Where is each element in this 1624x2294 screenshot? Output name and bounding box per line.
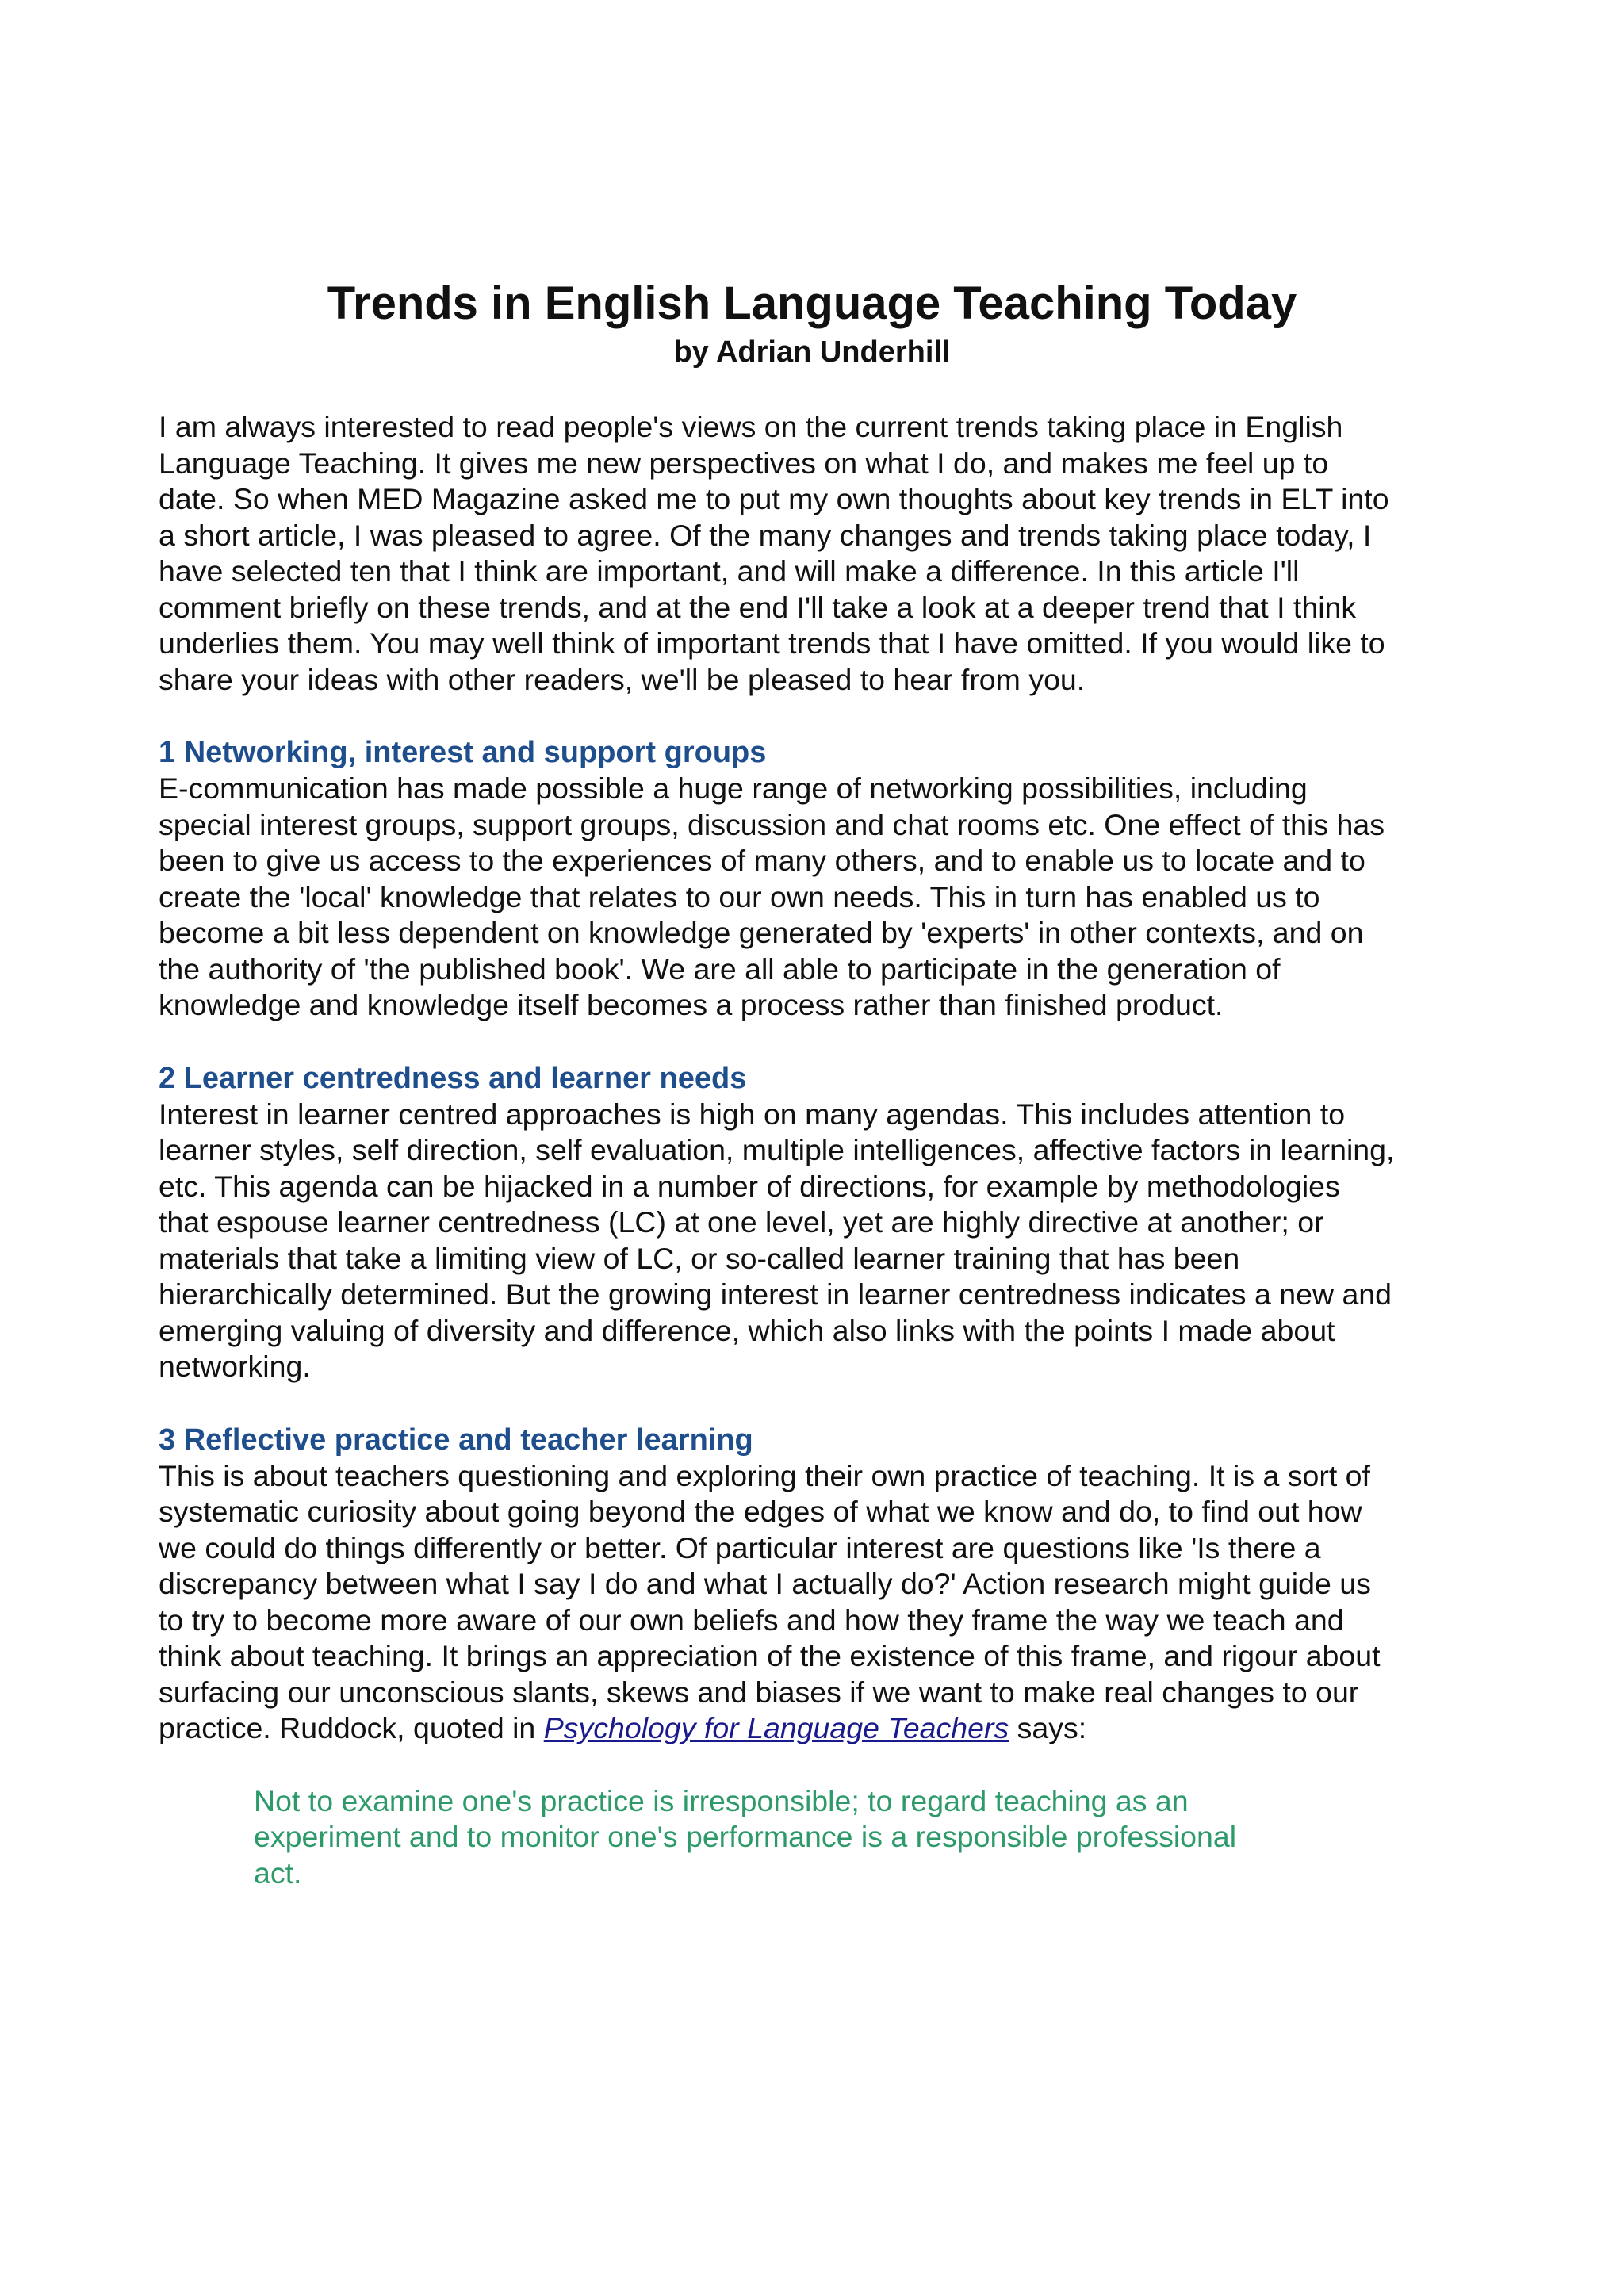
article-byline: by Adrian Underhill [673,335,951,369]
paragraph-text-after-link: says: [1009,1711,1087,1744]
article-title: Trends in English Language Teaching Today [327,278,1297,329]
section-heading: 2 Learner centredness and learner needs [159,1061,747,1095]
book-title-link[interactable]: Psychology for Language Teachers [543,1711,1009,1744]
article-body [159,409,1396,1891]
paragraph-text-before-link: This is about teachers questioning and exploring their own practice of teaching. It is a sort of systematic curiosity about going beyond the edges of what we know and do, to find out how we could do things differently or better. Of particular interest are questions like 'Is there a discrepancy between what I say I do and what I actually do?' Action research might guide us to try to become more aware of our own beliefs and how they frame the way we teach and think about teaching. It brings an appreciation of the existence of this frame, and rigour about surfacing our unconscious slants, skews and biases if we want to make real changes to our practice. Ruddock, quoted in [159,1458,1381,1744]
section-learner-centredness [159,1060,1396,1385]
section-heading: 1 Networking, interest and support groups [159,736,767,769]
section-paragraph [159,1458,1396,1747]
section-paragraph: E-communication has made possible a huge range of networking possibilities, including special interest groups, support groups, discussion and chat rooms etc. One effect of this has been to give us access to the experiences of many others, and to enable us to locate and to create the 'local' knowledge that relates to our own needs. This in turn has enabled us to become a bit less dependent on knowledge generated by 'experts' in other contexts, and on the authority of 'the published book'. We are all able to participate in the generation of knowledge and knowledge itself becomes a process rather than finished product. [159,772,1385,1021]
section-heading: 3 Reflective practice and teacher learning [159,1423,753,1457]
section-reflective-practice [159,1422,1396,1892]
section-paragraph: Interest in learner centred approaches is high on many agendas. This includes attention to learner styles, self direction, self evaluation, multiple intelligences, affective factors in learning, etc. This agenda can be hijacked in a number of directions, for example by methodologies that espouse learner centredness (LC) at one level, yet are highly directive at another; or materials that take a limiting view of LC, or so-called learner training that has been hierarchically determined. But the growing interest in learner centredness indicates a new and emerging valuing of diversity and difference, which also links with the points I made about networking. [159,1097,1395,1383]
section-networking [159,734,1396,1024]
intro-paragraph: I am always interested to read people's views on the current trends taking place in English Language Teaching. It gives me new perspectives on what I do, and makes me feel up to date. So when MED Magazine asked me to put my own thoughts about key trends in ELT into a short article, I was pleased to agree. Of the many changes and trends taking place today, I have selected ten that I think are important, and will make a difference. In this article I'll comment briefly on these trends, and at the end I'll take a look at a deeper trend that I think underlies them. You may well think of important trends that I have omitted. If you would like to share your ideas with other readers, we'll be pleased to hear from you. [159,410,1389,696]
block-quote: Not to examine one's practice is irresponsible; to regard teaching as an experiment and to monitor one's performance is a responsible professional act. [254,1783,1237,1890]
